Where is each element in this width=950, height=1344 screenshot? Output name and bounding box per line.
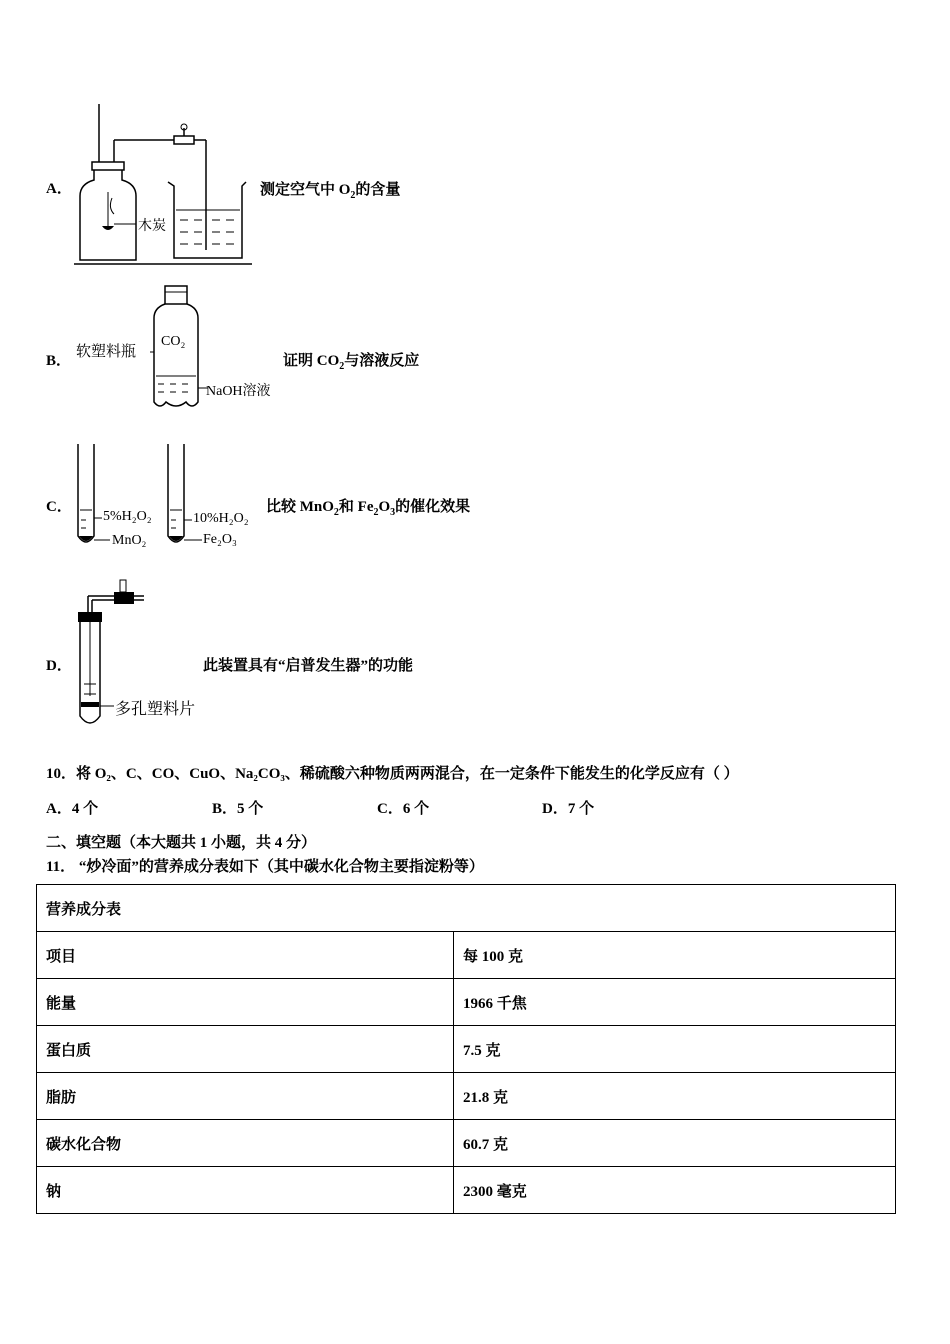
table-cell-item: 钠 bbox=[37, 1167, 454, 1214]
option-c-tube1-solid-label: MnO₂ bbox=[112, 533, 147, 548]
question-10-choice-c: C．6 个 bbox=[377, 801, 430, 817]
table-cell-item: 蛋白质 bbox=[37, 1026, 454, 1073]
option-c-caption: 比较 MnO$_2$和 $Fe_2O_3$的催化效果 bbox=[266, 499, 471, 518]
nutrition-table bbox=[36, 884, 896, 1214]
table-row bbox=[37, 1120, 896, 1167]
table-title: 营养成分表 bbox=[37, 885, 896, 932]
option-c-tube2-solid-label: Fe₂O₃ bbox=[203, 532, 237, 547]
question-11-stem: 11． “炒冷面”的营养成分表如下（其中碳水化合物主要指淀粉等） bbox=[46, 859, 484, 875]
table-cell-value: 1966 千焦 bbox=[454, 979, 896, 1026]
question-10-choice-a: A．4 个 bbox=[46, 801, 99, 817]
option-b-figure-liquid-label: NaOH溶液 bbox=[206, 384, 271, 399]
question-10-stem: 10．将 O₂、C、CO、CuO、Na₂CO₃、稀硫酸六种物质两两混合，在一定条件下能发生的化学反应有（ ） bbox=[46, 766, 739, 782]
table-row bbox=[37, 1167, 896, 1214]
option-a-figure-label: 木炭 bbox=[138, 219, 166, 234]
option-c-tube1-liquid-label: 5%H₂O₂ bbox=[103, 509, 152, 524]
question-10-choice-b: B．5 个 bbox=[212, 801, 264, 817]
table-row bbox=[37, 1026, 896, 1073]
table-cell-value: 每 100 克 bbox=[454, 932, 896, 979]
option-b-caption: 证明 $CO_2$与溶液反应 bbox=[283, 353, 420, 372]
option-d-figure-label: 多孔塑料片 bbox=[115, 701, 196, 718]
option-c-label: C． bbox=[46, 499, 72, 515]
question-10-choice-d: D．7 个 bbox=[542, 801, 595, 817]
table-row bbox=[37, 1073, 896, 1120]
table-cell-value: 21.8 克 bbox=[454, 1073, 896, 1120]
option-c-figure bbox=[72, 440, 272, 552]
option-a-figure bbox=[70, 100, 260, 270]
table-cell-value: 2300 毫克 bbox=[454, 1167, 896, 1214]
option-a-caption: 测定空气中 $O_2$的含量 bbox=[260, 182, 401, 201]
option-b-figure-gas-label: CO₂ bbox=[161, 334, 186, 349]
table-cell-item: 项目 bbox=[37, 932, 454, 979]
option-d-label: D． bbox=[46, 658, 72, 674]
section-2-heading: 二、填空题（本大题共 1 小题，共 4 分） bbox=[46, 835, 317, 851]
option-d-caption: 此装置具有“启普发生器”的功能 bbox=[203, 658, 414, 674]
table-row bbox=[37, 932, 896, 979]
option-b-label: B． bbox=[46, 353, 72, 369]
table-cell-item: 能量 bbox=[37, 979, 454, 1026]
table-cell-item: 碳水化合物 bbox=[37, 1120, 454, 1167]
table-cell-value: 60.7 克 bbox=[454, 1120, 896, 1167]
table-title-row bbox=[37, 885, 896, 932]
option-c-tube2-liquid-label: 10%H₂O₂ bbox=[193, 511, 249, 526]
option-b-figure-left-label: 软塑料瓶 bbox=[76, 344, 137, 360]
table-cell-item: 脂肪 bbox=[37, 1073, 454, 1120]
table-cell-value: 7.5 克 bbox=[454, 1026, 896, 1073]
table-row bbox=[37, 979, 896, 1026]
option-a-label: A． bbox=[46, 181, 72, 197]
